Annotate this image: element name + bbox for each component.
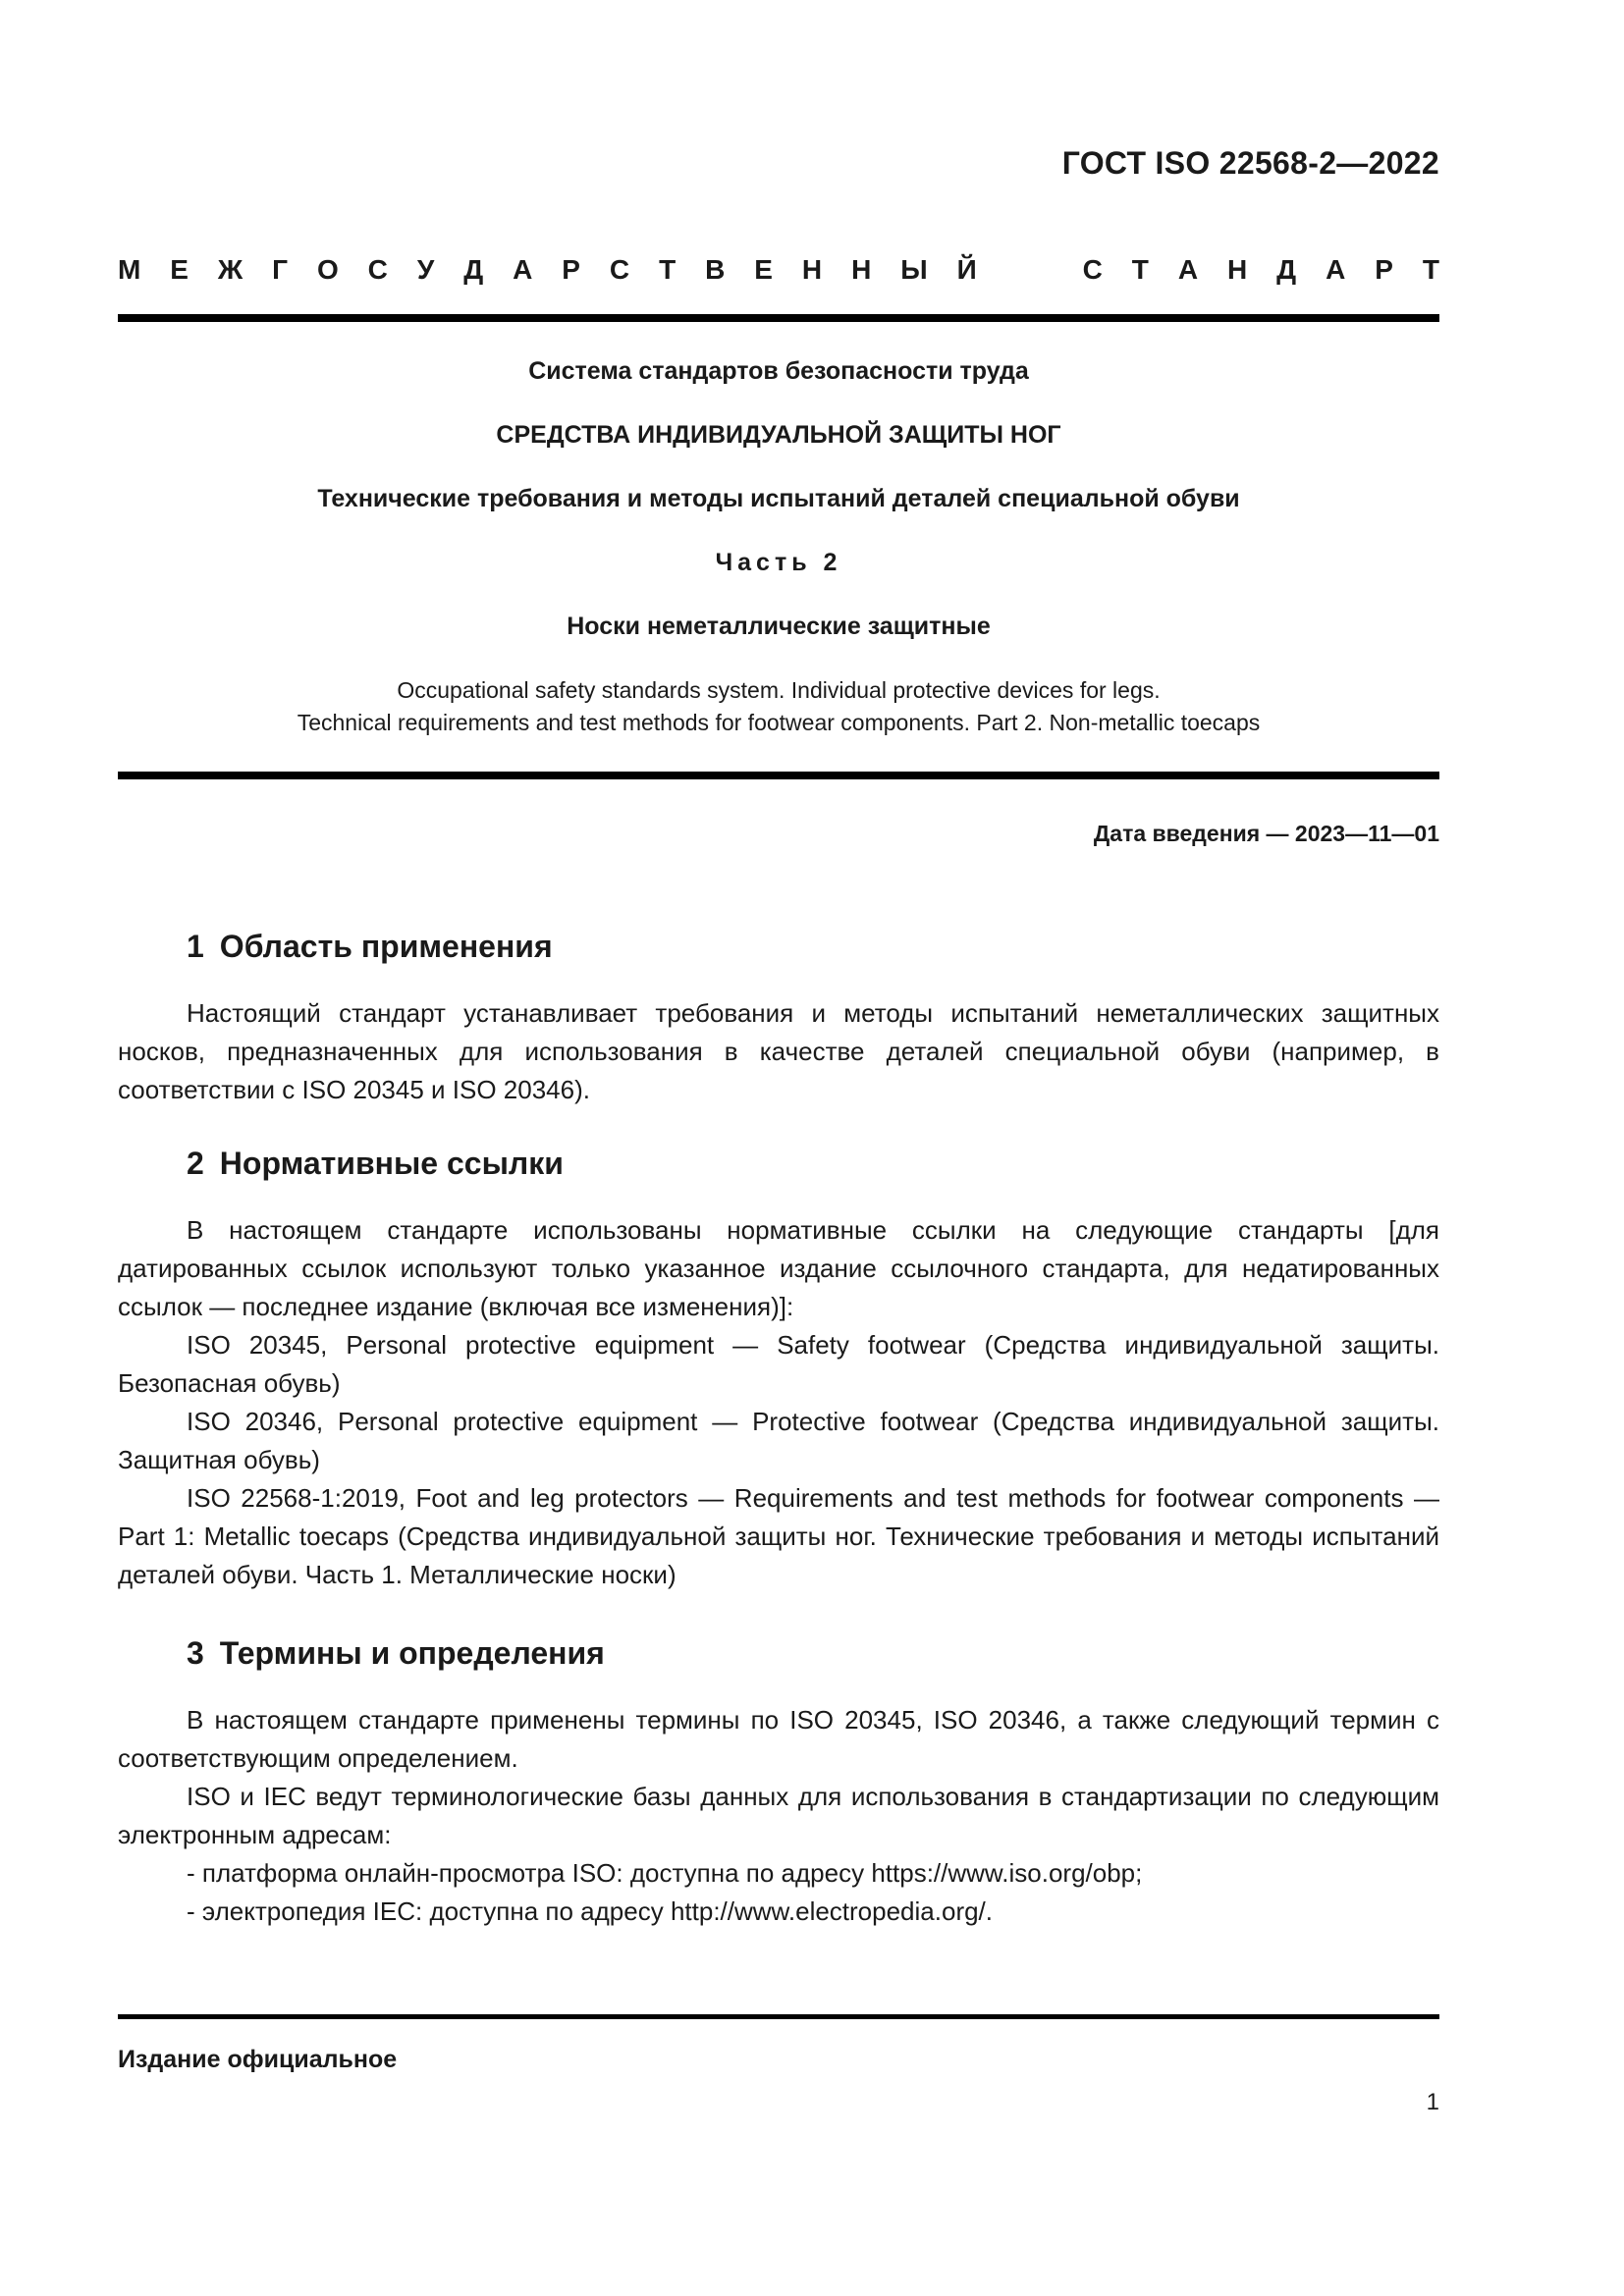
type-word-1-letter: Н [851,254,872,285]
type-word-2-letter: Д [1276,254,1297,285]
section-title: Термины и определения [219,1635,605,1671]
standard-code: ГОСТ ISO 22568-2—2022 [1061,145,1439,181]
type-word-2-letter: Т [1131,254,1149,285]
section-number: 2 [187,1146,204,1181]
type-word-2-letter: С [1082,254,1103,285]
type-word-1-letter: Й [956,254,977,285]
type-word-1-letter: Д [463,254,484,285]
reference-item: ISO 20345, Personal protective equipment — Safety footwear (Средства индивидуальной защиты. Безопасная обувь) [118,1330,1439,1398]
footer-rule [118,2014,1439,2019]
paragraph: ISO и IEC ведут терминологические базы данных для использования в стандартизации по следующим электронным адресам: [118,1782,1439,1849]
section-3-heading [187,1635,605,1672]
type-word-1-letter: Н [801,254,823,285]
type-word-2-letter: Н [1227,254,1248,285]
main-title: СРЕДСТВА ИНДИВИДУАЛЬНОЙ ЗАЩИТЫ НОГ [496,421,1061,449]
title-bottom-rule [118,772,1439,779]
standard-type-heading [118,253,1439,287]
section-title: Нормативные ссылки [219,1146,564,1181]
word-gap [1006,253,1054,287]
type-word-1-letter: Р [562,254,580,285]
type-word-1-letter: Ж [217,254,244,285]
type-word-1-letter: В [705,254,726,285]
section-2-heading [187,1146,564,1182]
type-word-2-letter: Р [1375,254,1393,285]
part-label: Часть 2 [715,549,842,576]
type-word-1-letter: О [316,254,339,285]
reference-item: ISO 20346, Personal protective equipment — Protective footwear (Средства индивидуальной защиты. Защитная обувь) [118,1407,1439,1474]
english-title-line-2: Technical requirements and test methods for footwear components. Part 2. Non-metallic toecaps [297,710,1261,735]
type-word-1-letter: М [118,254,141,285]
section-1-heading [187,929,553,965]
subtitle: Технические требования и методы испытаний деталей специальной обуви [317,485,1240,512]
paragraph: В настоящем стандарте применены термины по ISO 20345, ISO 20346, а также следующий термин с соответствующим определением. [118,1705,1439,1773]
list-item: - электропедия IEC: доступна по адресу http://www.electropedia.org/. [187,1896,994,1926]
type-word-1-letter: Т [659,254,677,285]
section-title: Область применения [219,929,553,964]
official-edition-label: Издание официальное [118,2046,398,2073]
type-word-1-letter: С [609,254,630,285]
type-word-1-letter: Г [272,254,289,285]
system-title: Система стандартов безопасности труда [528,357,1029,385]
type-word-2-letter: Т [1422,254,1439,285]
section-1-body [118,994,1439,1109]
paragraph: Настоящий стандарт устанавливает требования и методы испытаний неметаллических защитных носков, предназначенных для использования в качестве деталей специальной обуви (например, в соответствии с ISO 20345 и ISO 20346). [118,998,1439,1104]
paragraph: В настоящем стандарте использованы нормативные ссылки на следующие стандарты [для датированных ссылок используют только указанное издание ссылочного стандарта, для недатированных ссылок — последнее издание (включая все изменения)]: [118,1215,1439,1321]
part-title: Носки неметаллические защитные [567,613,991,640]
type-word-1-letter: Е [170,254,189,285]
list-item: - платформа онлайн-просмотра ISO: доступна по адресу https://www.iso.org/obp; [187,1858,1143,1888]
reference-item: ISO 22568-1:2019, Foot and leg protectors — Requirements and test methods for footwear components — Part 1: Metallic toecaps (Средства индивидуальной защиты ног. Технические требования и методы испытаний деталей обуви. Часть 1. Металлические носки) [118,1483,1439,1589]
section-number: 1 [187,929,204,964]
section-2-body [118,1211,1439,1594]
top-rule [118,314,1439,322]
page-number: 1 [1426,2089,1439,2115]
type-word-1-letter: Ы [900,254,928,285]
type-word-1-letter: А [513,254,533,285]
type-word-2-letter: А [1326,254,1346,285]
english-title-line-1: Occupational safety standards system. Individual protective devices for legs. [397,677,1161,703]
type-word-1-letter: Е [754,254,773,285]
section-3-body [118,1701,1439,1931]
introduction-date: Дата введения — 2023—11—01 [1093,821,1439,846]
type-word-1-letter: У [416,254,435,285]
type-word-2-letter: А [1177,254,1199,285]
section-number: 3 [187,1635,204,1671]
type-word-1-letter: С [367,254,388,285]
